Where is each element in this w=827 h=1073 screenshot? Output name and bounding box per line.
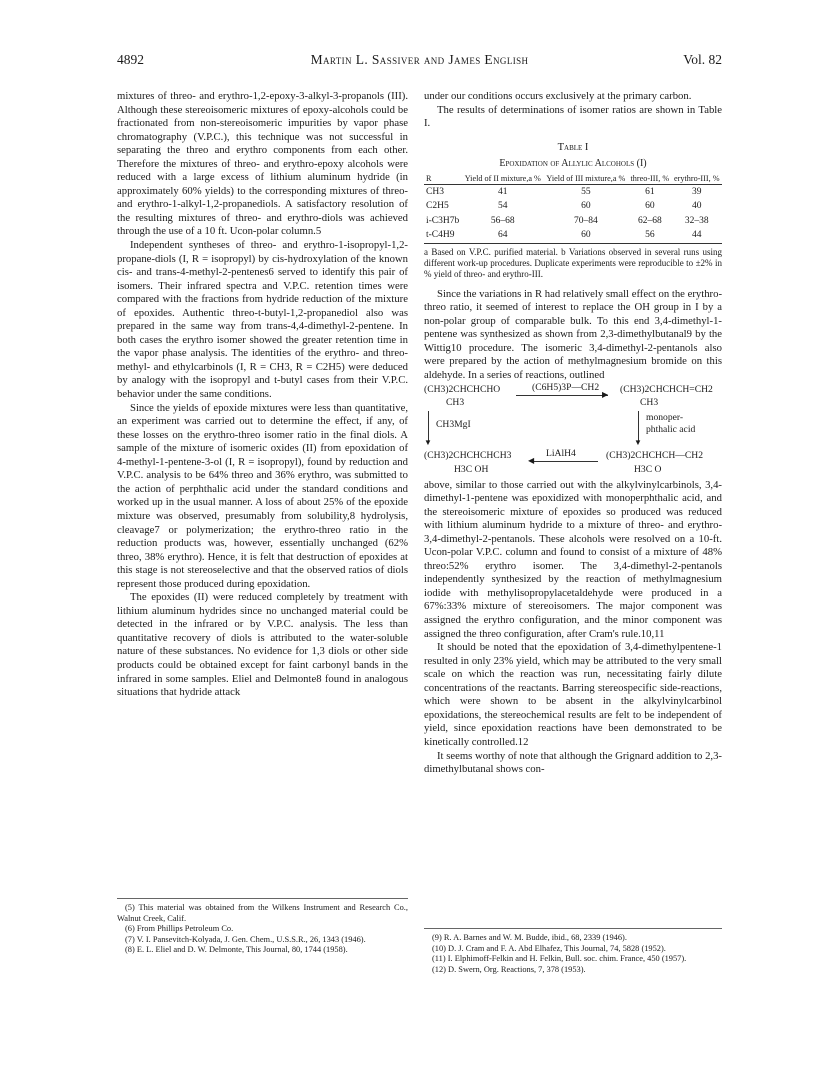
- scheme-reagent: CH3MgI: [436, 418, 471, 430]
- footnotes-left: [117, 898, 408, 956]
- table-title: Table I: [557, 141, 589, 153]
- table-cell: t-C4H9: [424, 228, 462, 243]
- table-cell: 41: [498, 186, 508, 197]
- footnote: (12) D. Swern, Org. Reactions, 7, 378 (1953).: [432, 964, 586, 974]
- paragraph: The results of determinations of isomer ratios are shown in Table I.: [424, 103, 722, 130]
- volume-label: Vol. 82: [683, 52, 722, 67]
- right-column: [424, 90, 722, 777]
- table-cell: 70–84: [574, 215, 598, 226]
- table-cell: 60: [581, 201, 591, 212]
- scheme-reagent: (C6H5)3P—CH2: [532, 381, 600, 393]
- arrowhead-down-icon: ▼: [424, 437, 432, 447]
- table-cell: CH3: [426, 186, 444, 197]
- table-cell: 32–38: [684, 215, 709, 226]
- scheme-compound: (CH3)2CHCHCHO: [424, 383, 501, 395]
- scheme-substituent: H3C O: [634, 463, 662, 475]
- arrow-right: [516, 395, 608, 396]
- arrowhead-down-icon: ▼: [634, 437, 642, 447]
- table-cell: 56–68: [490, 215, 515, 226]
- paragraph: Since the yields of epoxide mixtures were less than quantitative, an experiment was carried out to determine the effect, if any, of these losses on the erythro-threo isomer ratio in the final diols. A sample of the mixture of isomeric oxides (II) from epoxidation of 4-methyl-1-pentene-3-ol (I, R = isopropyl), found by reduction and V.P.C. analysis to be 64% threo and 36% erythro, was submitted to the action of perphthalic acid under the standard conditions and worked up in the usual manner. A loss of about 25% of the epoxide mixture was observed, presumably from solubility,8 hydrolysis, cleavage7 or polymerization; the erythro-threo ratio in the reduction products was, however, essentially unchanged (62% threo, 38% erythro). Hence, it is felt that destruction of epoxides at this stage is not stereoselective and that the observed ratios of diols represent those produced during epoxidation.: [117, 401, 408, 590]
- arrow-left: [532, 461, 598, 462]
- column-header: R: [424, 173, 462, 185]
- table-cell: 64: [462, 228, 544, 243]
- left-column: [117, 90, 408, 700]
- table-cell: 54: [498, 201, 508, 212]
- table-cell: 62–68: [637, 215, 662, 226]
- footnote: (6) From Phillips Petroleum Co.: [125, 924, 234, 934]
- column-header: threo-III, %: [628, 173, 671, 185]
- table-cell: i-C3H7b: [426, 215, 460, 226]
- arrowhead-left-icon: ◀: [528, 455, 535, 465]
- footnote: (9) R. A. Barnes and W. M. Budde, ibid., 68, 2339 (1946).: [432, 933, 627, 942]
- paragraph: It seems worthy of note that although the Grignard addition to 2,3-dimethylbutanal shows con-: [424, 749, 722, 776]
- table-block: [424, 141, 722, 280]
- footnote: (10) D. J. Cram and F. A. Abd Elhafez, This Journal, 74, 5828 (1952).: [432, 943, 666, 953]
- reaction-scheme: [424, 383, 722, 479]
- paragraph: Independent syntheses of threo- and erythro-1-isopropyl-1,2-propane-diols (I, R = isopropyl) by cis-hydroxylation of the known cis- and trans-4-methyl-2-pentenes6 served to identify this pair of isomers. Their infrared spectra and V.P.C. retention times were compared with the fractions from hydride reduction of the mixture of epoxides. Authentic threo-t-butyl-1,2-propanediol also was prepared in the same way from trans-4,4-dimethyl-2-pentene. In both cases the erythro isomer showed the greater retention time in the vapor phase analysis. The identities of the erythro- and threo-methyl- and ethylcarbinols (I, R = CH3, R = C2H5) were deduced by analogy with the isopropyl and t-butyl cases from their V.P.C. behavior under the same conditions.: [117, 239, 408, 401]
- paragraph: Since the variations in R had relatively small effect on the erythro-threo ratio, it seemed of interest to replace the OH group in I by a non-polar group of comparable bulk. To this end 3,4-dimethyl-1-pentene was synthesized as shown from 2,3-dimethylbutanal9 by the Wittig10 procedure. The isomeric 3,4-dimethyl-2-pentanols also were prepared by the action of methylmagnesium bromide on this aldehyde. In a series of reactions, outlined: [424, 287, 723, 382]
- scheme-reagent: phthalic acid: [646, 423, 696, 435]
- scheme-reagent: monoper-: [646, 411, 684, 423]
- table-cell: 55: [581, 186, 591, 197]
- page-header: [117, 52, 722, 72]
- scheme-compound: (CH3)2CHCHCHCH3: [424, 449, 512, 461]
- running-head: Martin L. Sassiver and James English: [310, 52, 529, 67]
- table-cell: C2H5: [426, 201, 449, 212]
- table-cell: 60: [645, 201, 655, 212]
- footnote: (5) This material was obtained from the Wilkens Instrument and Research Co., Walnut Creek, Calif.: [117, 903, 408, 923]
- paragraph: mixtures of threo- and erythro-1,2-epoxy-3-alkyl-3-propanols (III). Although these stereoisomeric mixtures of epoxy-alcohols could be fractionated from non-stereoisomeric impurities by vapor phase chromatography (V.P.C.), this technique was not successful in separating the threo and erythro components from each other. Therefore the mixtures of threo- and erythro-epoxy alcohols were reduced with a large excess of lithium aluminum hydride (in approximately 60% yields) to the corresponding mixtures of threo- and erythro-1-alkyl-1,2-propanediols. A satisfactory resolution of the resulting mixtures of threo- and erythro-diols was achieved through the use of a 10 ft. Ucon-polar column.5: [117, 90, 408, 238]
- column-header: erythro-III, %: [672, 173, 722, 185]
- paragraph: above, similar to those carried out with the alkylvinylcarbinols, 3,4-dimethyl-1-pentene was epoxidized with monoperphthalic acid, and the stereoisomeric mixture of epoxides so produced was reduced with lithium aluminum hydride to a mixture of threo- and erythro-3,4-dimethyl-2-pentanols. These alcohols were resolved on a 10-ft. Ucon-polar V.P.C. column and found to consist of a mixture of 48% threo:52% erythro isomer. The 3,4-dimethyl-2-pentanols independently synthesized by the reaction of methylmagnesium iodide with methylisopropylacetaldehyde were produced in a 67%:33% mixture of stereoisomers. The major component was assigned the erythro configuration, and the minor component was assigned the threo configuration, after Cram's rule.10,11: [424, 478, 722, 640]
- table-cell: 44: [672, 228, 722, 243]
- column-header: Yield of III mixture,a %: [544, 173, 628, 185]
- paragraph: under our conditions occurs exclusively at the primary carbon.: [424, 90, 692, 102]
- table-cell: 61: [645, 186, 655, 197]
- footnote: (7) V. I. Pansevitch-Kolyada, J. Gen. Chem., U.S.S.R., 26, 1343 (1946).: [125, 934, 366, 944]
- table-cell: 40: [692, 201, 702, 212]
- table-cell: 60: [544, 228, 628, 243]
- scheme-substituent: H3C OH: [454, 463, 489, 475]
- table-footnote: a Based on V.P.C. purified material. b Variations observed in several runs using different work-up procedures. Duplicate experiments were reproducible to ±2% in % yield of threo- and erythro-III.: [424, 246, 722, 279]
- data-table: [424, 173, 722, 244]
- table-row: [424, 199, 722, 214]
- footnote: (11) I. Elphimoff-Felkin and H. Felkin, Bull. soc. chim. France, 450 (1957).: [432, 954, 687, 964]
- scheme-compound: (CH3)2CHCHCH—CH2: [606, 449, 704, 461]
- column-header: Yield of II mixture,a %: [462, 173, 544, 185]
- scheme-compound: (CH3)2CHCHCH=CH2: [620, 383, 713, 395]
- arrowhead-icon: ▶: [602, 389, 609, 399]
- table-row: [424, 214, 722, 229]
- scheme-substituent: CH3: [446, 396, 465, 408]
- table-caption: Epoxidation of Allylic Alcohols (I): [499, 158, 647, 170]
- table-header-row: [424, 173, 722, 185]
- paragraph: The epoxides (II) were reduced completely by treatment with lithium aluminum hydrides since no unchanged material could be detected in the infrared or by V.P.C. analysis. The less than quantitative recovery of diols is attributed to the water-soluble nature of these substances. No evidence for 1,3 diols or other side products could be obtained except for faint carbonyl bands in the infrared in some samples. Eliel and Delmonte8 found in analogous situations that hydride attack: [117, 591, 408, 699]
- table-cell: 56: [628, 228, 671, 243]
- scheme-reagent: LiAlH4: [546, 447, 576, 459]
- scheme-substituent: CH3: [640, 396, 659, 408]
- table-row: [424, 228, 722, 243]
- footnote: (8) E. L. Eliel and D. W. Delmonte, This Journal, 80, 1744 (1958).: [125, 945, 348, 955]
- table-cell: 39: [692, 186, 702, 197]
- paragraph: It should be noted that the epoxidation of 3,4-dimethylpentene-1 resulted in only 23% yield, which may be attributed to the very small scale on which the reaction was run, necessitating fairly dilute concentrations of the reactants. Barring stereospecific side-reactions, which were shown to be absent in the alkylvinylcarbinol epoxidations, the stereochemical results are felt to be independent of yield, since epoxidation reactions have been demonstrated to be kinetically controlled.12: [424, 641, 722, 748]
- footnotes-right: [424, 928, 722, 975]
- table-row: [424, 184, 722, 199]
- page-number: 4892: [117, 52, 144, 67]
